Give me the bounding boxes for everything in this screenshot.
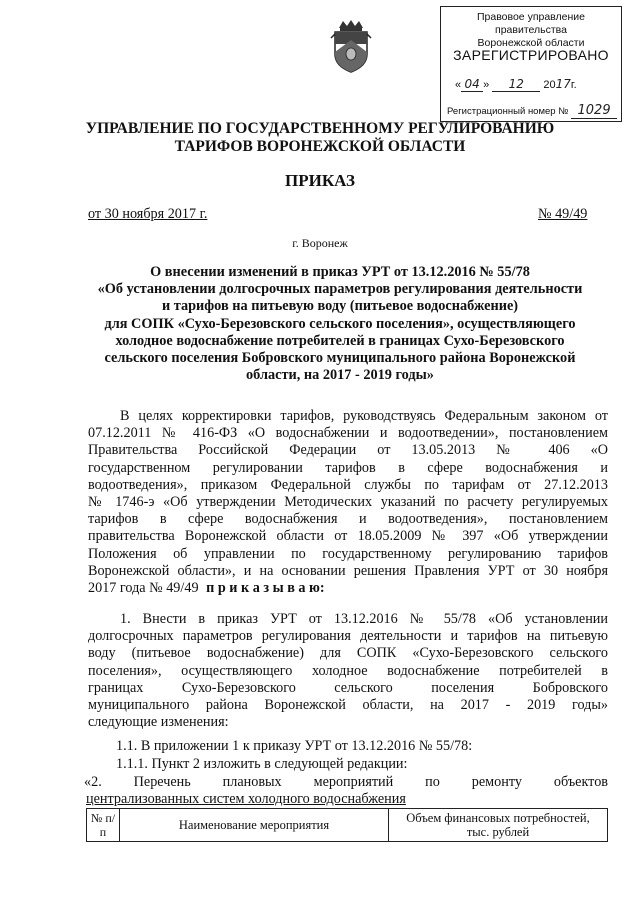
preamble-line: правительства Воронежской области от 18.05.2009 № 397 «Об утверждении xyxy=(88,528,608,545)
stamp-date: « 04 » 12 2017г. xyxy=(455,77,577,91)
subject-line: «Об установлении долгосрочных параметров регулирования деятельности xyxy=(97,281,583,298)
stamp-year-prefix: 20 xyxy=(543,79,556,91)
document-type: ПРИКАЗ xyxy=(285,171,355,190)
stamp-year-hand: 17 xyxy=(555,77,571,91)
stamp-reg-number xyxy=(447,103,617,119)
item-1 xyxy=(88,611,608,731)
stamp-reg-number-value: 1029 xyxy=(571,103,617,119)
table-col-number: № п/п xyxy=(87,809,120,842)
preamble-decision-ref: 2017 года № 49/49 xyxy=(88,580,199,597)
stamp-day: 04 xyxy=(461,77,483,92)
item-1-line: границах Сухо-Березовского сельского поселения Бобровского xyxy=(88,679,608,696)
order-date: от 30 ноября 2017 г. xyxy=(88,206,208,222)
subject-line: сельского поселения Бобровского муниципального района Воронежской xyxy=(104,350,576,367)
preamble-line: водоотведения», приказом Федеральной службы по тарифам от 27.12.2013 xyxy=(88,476,608,493)
activities-table xyxy=(86,808,608,842)
stamp-month: 12 xyxy=(492,77,540,92)
org-title-line2: ТАРИФОВ ВОРОНЕЖСКОЙ ОБЛАСТИ xyxy=(174,138,466,155)
voronezh-coat-of-arms-icon xyxy=(329,18,373,74)
stamp-reg-number-label: Регистрационный номер № xyxy=(447,106,569,117)
section-2-line2: централизованных систем холодного водоснабжения xyxy=(86,791,406,808)
subject-line: О внесении изменений в приказ УРТ от 13.12.2016 № 55/78 xyxy=(150,264,530,280)
subject-line: и тарифов на питьевую воду (питьевое водоснабжение) xyxy=(161,298,519,315)
subject-line: области, на 2017 - 2019 годы» xyxy=(246,367,434,384)
order-subject xyxy=(40,264,640,384)
registration-stamp xyxy=(440,6,622,122)
preamble-line: № 1746-э «Об утверждении Методических указаний по расчету регулируемых xyxy=(88,494,608,511)
item-1-line: 1. Внести в приказ УРТ от 13.12.2016 № 55/78 «Об установлении xyxy=(120,611,608,627)
item-1-1-1: 1.1.1. Пункт 2 изложить в следующей редакции: xyxy=(116,756,408,772)
item-1-last-line: следующие изменения: xyxy=(88,714,229,731)
table-header-row xyxy=(87,809,608,842)
item-1-line: воду (питьевое водоснабжение) для СОПК «Сухо-Березовского сельского xyxy=(88,645,608,662)
preamble-line: Положения об управлении по государственному регулированию тарифов xyxy=(88,545,608,562)
stamp-org-line1: Правовое управление правительства xyxy=(476,11,585,36)
table-col-activity-name: Наименование мероприятия xyxy=(120,809,389,842)
preamble-line: тарифов в сфере водоснабжения и водоотведения», постановлением xyxy=(88,511,608,528)
subject-line: холодное водоснабжение потребителей в границах Сухо-Березовского xyxy=(115,332,565,349)
item-1-line: поселения», осуществляющего холодное водоснабжение потребителей в xyxy=(88,662,608,679)
table-col-financial-needs: Объем финансовых потребностей, тыс. рублей xyxy=(389,809,608,842)
stamp-registered: ЗАРЕГИСТРИРОВАНО xyxy=(453,47,609,63)
section-2-line1: «2. Перечень плановых мероприятий по ремонту объектов xyxy=(84,774,608,790)
subject-line: для СОПК «Сухо-Березовского сельского поселения», осуществляющего xyxy=(104,315,576,332)
preamble xyxy=(88,408,608,597)
section-2-heading xyxy=(84,774,608,808)
item-1-line: муниципального района Воронежской области, на 2017 - 2019 годы» xyxy=(88,697,608,714)
preamble-line: государственном регулировании тарифов в сфере водоснабжения и xyxy=(88,459,608,476)
item-1-line: долгосрочных параметров регулирования деятельности и тарифов на питьевую xyxy=(88,628,608,645)
preamble-last-line xyxy=(88,580,608,597)
preamble-line: В целях корректировки тарифов, руководствуясь Федеральным законом от xyxy=(120,408,608,424)
item-1-1: 1.1. В приложении 1 к приказу УРТ от 13.12.2016 № 55/78: xyxy=(116,738,473,754)
order-number: № 49/49 xyxy=(538,206,588,222)
preamble-line: Воронежской области», и на основании решения Правления УРТ от 30 ноября xyxy=(88,562,608,579)
preamble-line: Правительства Российской Федерации от 13.05.2013 № 406 «О xyxy=(88,442,608,459)
orders-word: п р и к а з ы в а ю: xyxy=(206,580,325,597)
org-title-line1: УПРАВЛЕНИЕ ПО ГОСУДАРСТВЕННОМУ РЕГУЛИРОВАНИЮ xyxy=(85,120,555,137)
stamp-org-line2: Воронежской области xyxy=(477,37,585,49)
city: г. Воронеж xyxy=(292,236,348,250)
preamble-line: 07.12.2011 № 416-ФЗ «О водоснабжении и водоотведении», постановлением xyxy=(88,425,608,442)
